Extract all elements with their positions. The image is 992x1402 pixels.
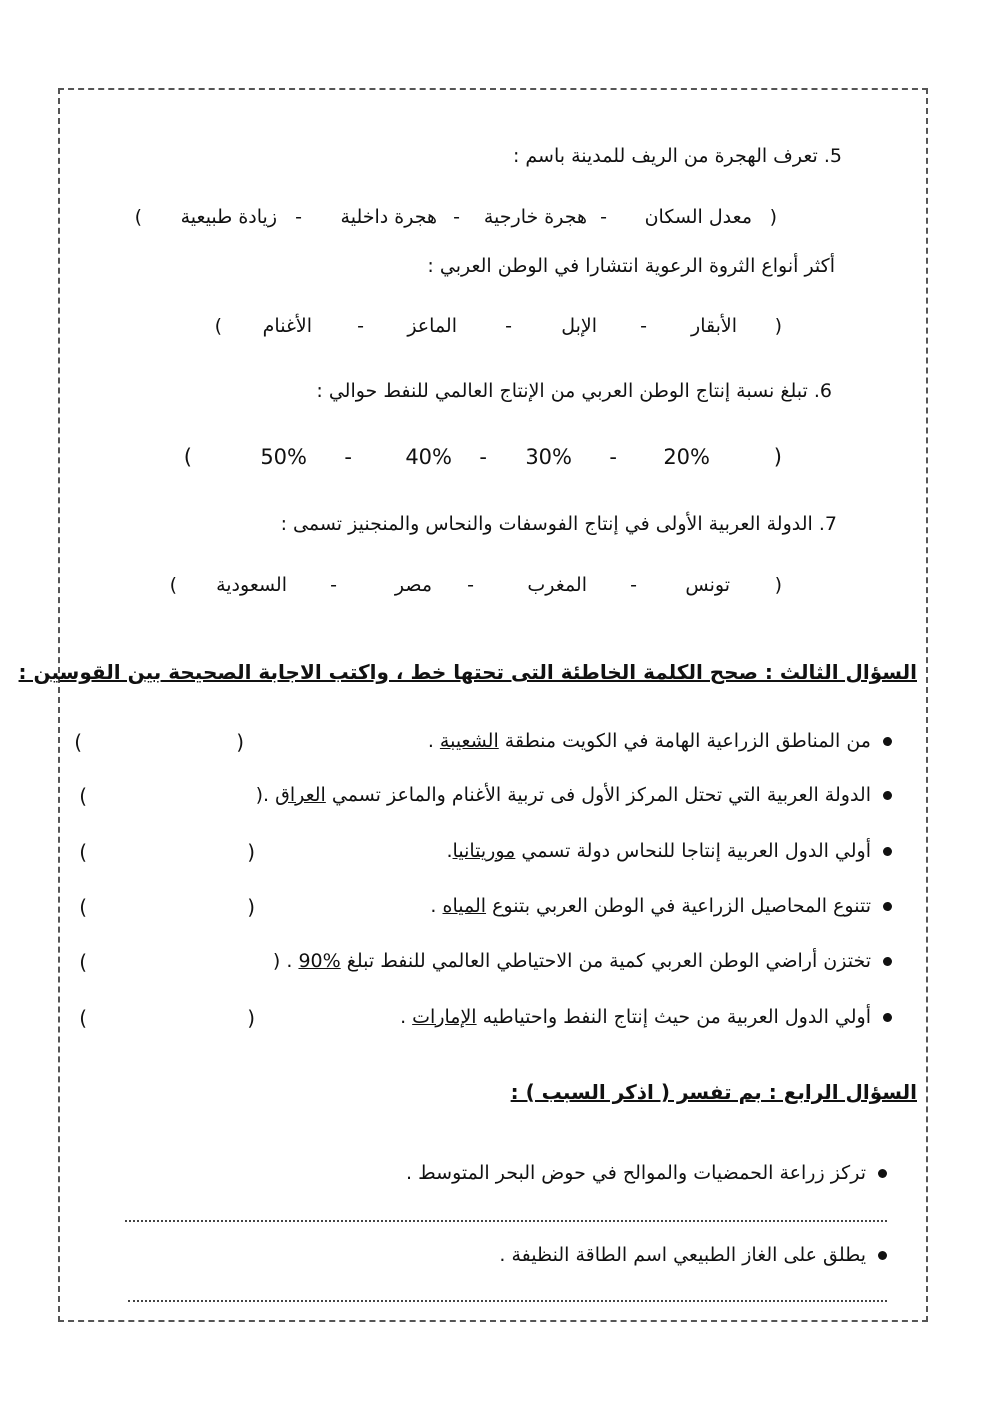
option-separator: -	[357, 315, 364, 337]
close-paren: )	[214, 315, 222, 337]
option-separator: -	[295, 206, 302, 228]
option: السعودية	[216, 574, 287, 596]
option: زيادة طبيعية	[180, 206, 277, 228]
option: هجرة داخلية	[340, 206, 437, 228]
underlined-word: المياه	[442, 895, 487, 917]
option-separator: -	[344, 445, 352, 469]
close-paren: )	[134, 206, 142, 228]
question-number: 7	[824, 513, 837, 535]
option-separator: -	[505, 315, 512, 337]
question-text: أكثر أنواع الثروة الرعوية انتشارا في الوطن العربي :	[427, 255, 835, 277]
answer-paren-close: )	[74, 730, 82, 754]
option: الأبقار	[691, 315, 737, 337]
bullet-icon	[883, 902, 892, 911]
question-6-options	[0, 445, 992, 475]
option-separator: -	[330, 574, 337, 596]
answer-paren-open: (	[247, 895, 255, 919]
correction-item: تختزن أراضي الوطن العربي كمية من الاحتياطي العالمي للنفط تبلغ 90% . (	[273, 950, 892, 972]
bullet-icon	[878, 1169, 887, 1178]
answer-line	[128, 1300, 887, 1302]
bullet-icon	[878, 1251, 887, 1260]
answer-paren-close: )	[79, 1006, 87, 1030]
close-paren: )	[169, 574, 177, 596]
bullet-icon	[883, 737, 892, 746]
question-number: 5	[829, 145, 842, 167]
option: 30%	[525, 445, 572, 469]
reason-item: تركز زراعة الحمضيات والموالح في حوض البحر المتوسط .	[406, 1162, 887, 1184]
correction-item: تتنوع المحاصيل الزراعية في الوطن العربي بتنوع المياه .	[430, 895, 892, 917]
option: 20%	[663, 445, 710, 469]
underlined-word: 90%	[298, 950, 341, 972]
open-paren: (	[774, 574, 782, 596]
reason-item: يطلق على الغاز الطبيعي اسم الطاقة النظيفة .	[499, 1244, 887, 1266]
question-number: 6	[819, 380, 832, 402]
question-5b-options	[0, 315, 992, 345]
option-separator: -	[640, 315, 647, 337]
correction-item: الدولة العربية التي تحتل المركز الأول فى تربية الأغنام والماعز تسمي العراق .(	[256, 784, 892, 806]
option: الماعز	[407, 315, 457, 337]
option: المغرب	[527, 574, 587, 596]
option: 50%	[260, 445, 307, 469]
correction-item: أولي الدول العربية إنتاجا للنحاس دولة تسمي موريتانيا.	[447, 840, 893, 862]
option: هجرة خارجية	[483, 206, 587, 228]
bullet-icon	[883, 791, 892, 800]
option-separator: -	[609, 445, 617, 469]
option-separator: -	[630, 574, 637, 596]
section-4-title: السؤال الرابع : بم تفسر ( اذكر السبب ) :	[510, 1080, 917, 1104]
underlined-word: الشعيبة	[439, 730, 499, 752]
answer-paren-open: (	[247, 840, 255, 864]
question-5: 5. تعرف الهجرة من الريف للمدينة باسم :	[512, 145, 842, 167]
answer-paren-close: )	[79, 784, 87, 808]
question-text: تبلغ نسبة إنتاج الوطن العربي من الإنتاج العالمي للنفط حوالي :	[316, 380, 808, 402]
question-7: 7. الدولة العربية الأولى في إنتاج الفوسفات والنحاس والمنجنيز تسمى :	[280, 513, 837, 535]
bullet-icon	[883, 1013, 892, 1022]
underlined-word: الإمارات	[412, 1006, 477, 1028]
question-7-options	[0, 574, 992, 604]
option-separator: -	[600, 206, 607, 228]
answer-paren-close: )	[79, 840, 87, 864]
question-text: الدولة العربية الأولى في إنتاج الفوسفات والنحاس والمنجنيز تسمى :	[280, 513, 813, 535]
option: تونس	[685, 574, 730, 596]
underlined-word: العراق	[275, 784, 326, 806]
bullet-icon	[883, 847, 892, 856]
open-paren: (	[774, 315, 782, 337]
bullet-icon	[883, 957, 892, 966]
question-text: تعرف الهجرة من الريف للمدينة باسم :	[512, 145, 818, 167]
option: الأغنام	[262, 315, 312, 337]
option-separator: -	[479, 445, 487, 469]
option: معدل السكان	[644, 206, 752, 228]
option: الإبل	[561, 315, 597, 337]
answer-paren-close: )	[79, 950, 87, 974]
question-6: 6. تبلغ نسبة إنتاج الوطن العربي من الإنتاج العالمي للنفط حوالي :	[316, 380, 832, 402]
open-paren: (	[773, 445, 782, 469]
correction-item: أولي الدول العربية من حيث إنتاج النفط واحتياطيه الإمارات .	[400, 1006, 892, 1028]
option-separator: -	[453, 206, 460, 228]
option: مصر	[394, 574, 432, 596]
question-5-options	[0, 206, 992, 236]
question-5b	[427, 255, 835, 277]
option-separator: -	[467, 574, 474, 596]
option: 40%	[405, 445, 452, 469]
open-paren: (	[769, 206, 777, 228]
close-paren: )	[183, 445, 192, 469]
correction-item: من المناطق الزراعية الهامة في الكويت منطقة الشعيبة .	[428, 730, 892, 752]
answer-paren-open: (	[236, 730, 244, 754]
section-3-title: السؤال الثالث : صحح الكلمة الخاطئة التى تحتها خط ، واكتب الاجابة الصحيحة بين القوسين :	[18, 660, 917, 684]
answer-paren-open: (	[247, 1006, 255, 1030]
underlined-word: موريتانيا	[452, 840, 516, 862]
answer-line	[125, 1220, 887, 1222]
answer-paren-close: )	[79, 895, 87, 919]
